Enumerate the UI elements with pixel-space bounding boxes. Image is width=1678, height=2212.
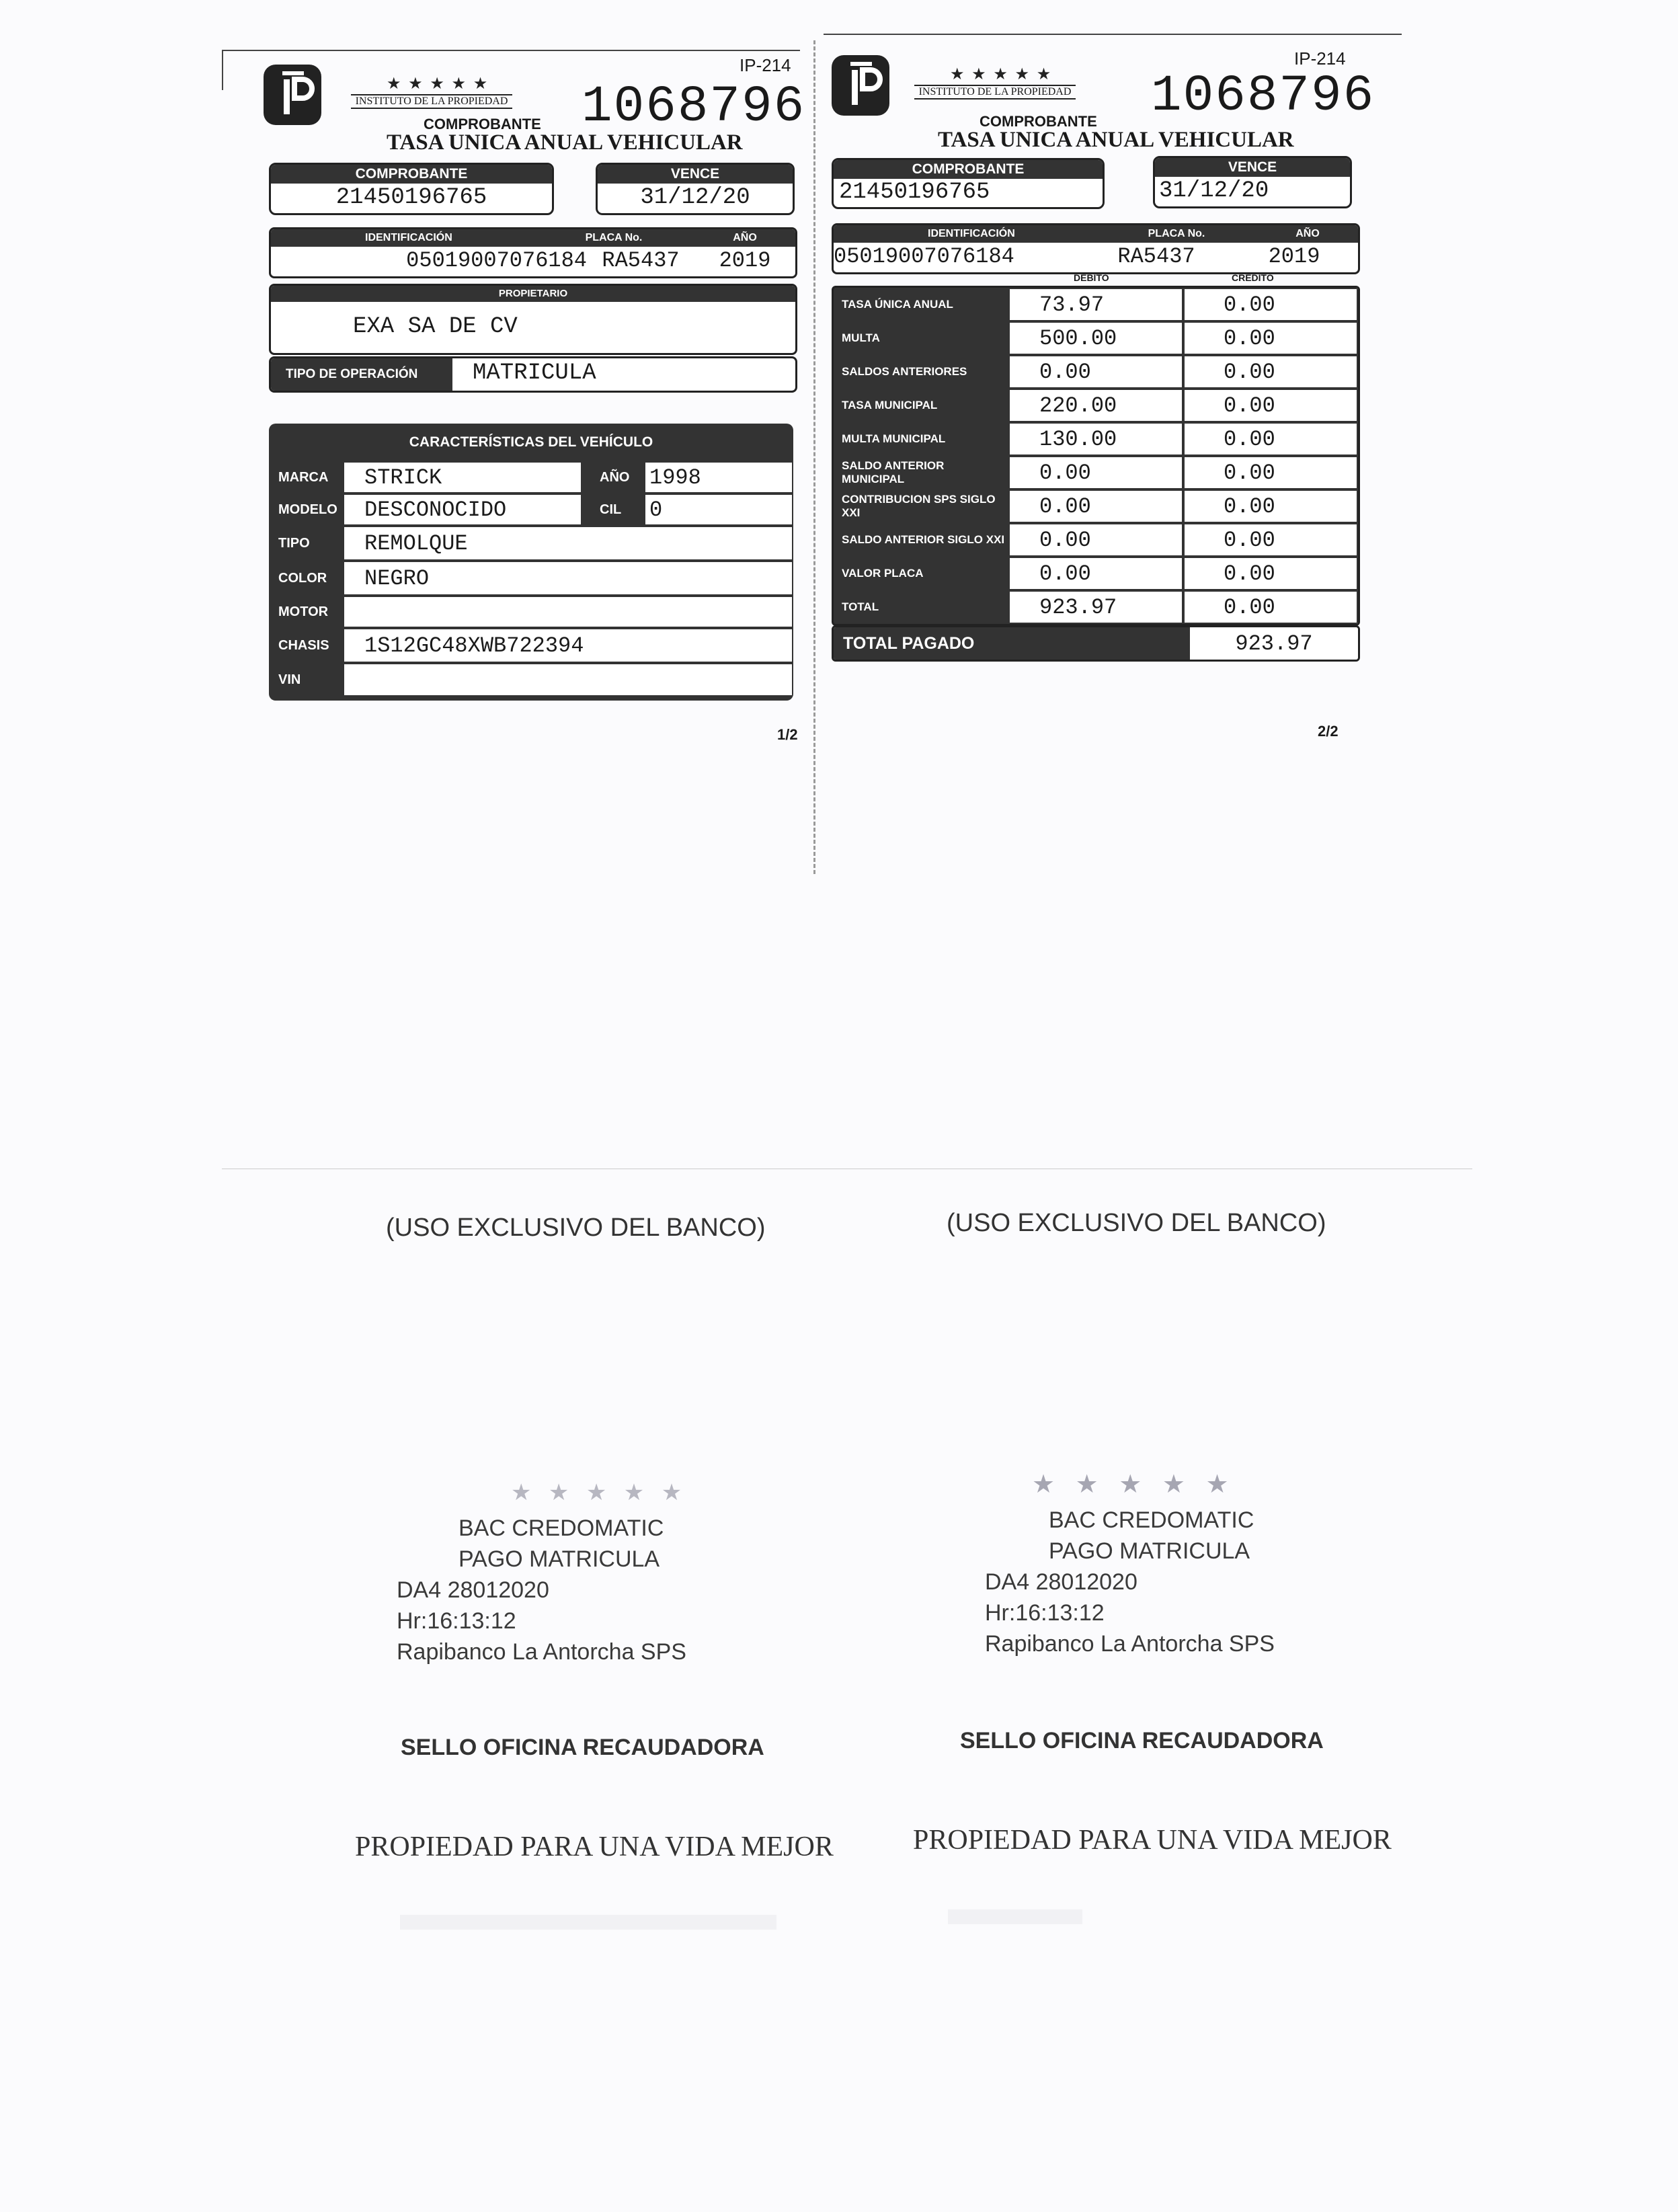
slogan-right: PROPIEDAD PARA UNA VIDA MEJOR [913, 1825, 1392, 1856]
page-indicator-right: 2/2 [1318, 723, 1339, 740]
id-row-right [832, 223, 1360, 274]
vence-label-right: VENCE [1155, 158, 1350, 177]
stamp-line2-right: PAGO MATRICULA [1049, 1538, 1250, 1564]
receipt-number-right: 1068796 [1151, 67, 1375, 125]
charge-debito: 0.00 [1008, 489, 1183, 523]
operacion-value: MATRICULA [473, 360, 596, 386]
charge-row [834, 523, 1358, 557]
charge-debito: 923.97 [1008, 590, 1183, 624]
receipt-divider [813, 40, 815, 874]
charge-debito: 130.00 [1008, 422, 1183, 456]
stamp-stars-left: ★ ★ ★ ★ ★ [511, 1480, 688, 1505]
header-comprobante-right: COMPROBANTE [980, 113, 1097, 130]
charge-row [834, 557, 1358, 590]
marca-label: MARCA [278, 469, 329, 485]
total-pagado-label: TOTAL PAGADO [834, 627, 1190, 660]
stamp-line1-right: BAC CREDOMATIC [1049, 1507, 1254, 1533]
stamp-line1: BAC CREDOMATIC [458, 1515, 664, 1541]
vin-label: VIN [278, 672, 301, 687]
stamp-line2: PAGO MATRICULA [458, 1546, 660, 1572]
charge-credito: 0.00 [1183, 489, 1358, 523]
identificacion-label-right: IDENTIFICACIÓN [928, 228, 1015, 239]
propietario-box [269, 284, 797, 355]
comprobante-value: 21450196765 [335, 185, 487, 210]
stamp-line5: Rapibanco La Antorcha SPS [397, 1639, 686, 1665]
placa-value-right: RA5437 [1117, 244, 1195, 269]
charge-row [834, 422, 1358, 456]
modelo-value: DESCONOCIDO [343, 493, 582, 526]
ghost-footer-right [948, 1909, 1082, 1924]
identificacion-label: IDENTIFICACIÓN [365, 232, 452, 243]
propietario-label: PROPIETARIO [271, 286, 795, 302]
cil-value: 0 [644, 493, 793, 526]
vence-value-right: 31/12/20 [1159, 178, 1269, 204]
receipt-number: 1068796 [582, 78, 806, 136]
motor-label: MOTOR [278, 604, 329, 619]
vehicle-anio-value: 1998 [644, 461, 793, 493]
institution-name-right: INSTITUTO DE LA PROPIEDAD [914, 85, 1076, 100]
charge-row [834, 321, 1358, 355]
bank-use-left: (USO EXCLUSIVO DEL BANCO) [386, 1214, 766, 1242]
charge-debito: 73.97 [1008, 288, 1183, 321]
receipt-left [222, 40, 806, 753]
total-pagado-row [832, 625, 1360, 662]
operacion-box [269, 356, 797, 393]
stamp-line5-right: Rapibanco La Antorcha SPS [985, 1631, 1275, 1657]
slogan-left: PROPIEDAD PARA UNA VIDA MEJOR [355, 1831, 834, 1862]
vence-value: 31/12/20 [640, 185, 750, 210]
propietario-value: EXA SA DE CV [353, 314, 518, 340]
vehicle-table [269, 424, 793, 701]
sello-right: SELLO OFICINA RECAUDADORA [960, 1728, 1324, 1753]
charge-row [834, 489, 1358, 523]
motor-value [343, 596, 793, 628]
modelo-label: MODELO [278, 502, 337, 517]
charges-table [832, 286, 1360, 626]
anio-value-right: 2019 [1268, 244, 1320, 269]
header-comprobante: COMPROBANTE [424, 116, 541, 132]
institution-logo-right [832, 55, 889, 116]
charge-credito: 0.00 [1183, 590, 1358, 624]
ghost-footer-left [400, 1915, 776, 1930]
comprobante-value-right: 21450196765 [839, 180, 990, 205]
identificacion-value: 05019007076184 [406, 248, 587, 273]
charge-credito: 0.00 [1183, 321, 1358, 355]
charge-credito: 0.00 [1183, 389, 1358, 422]
operacion-label: TIPO DE OPERACIÓN [271, 358, 452, 391]
charge-credito: 0.00 [1183, 422, 1358, 456]
charge-label: SALDOS ANTERIORES [842, 365, 967, 378]
charge-row [834, 288, 1358, 321]
vence-label: VENCE [598, 165, 793, 184]
stamp-line3-right: DA4 28012020 [985, 1569, 1137, 1595]
top-rule-right [824, 34, 1402, 35]
identificacion-value-right: 05019007076184 [834, 244, 1014, 269]
header-title-right: TASA UNICA ANUAL VEHICULAR [938, 128, 1294, 152]
color-label: COLOR [278, 570, 327, 586]
charge-credito: 0.00 [1183, 456, 1358, 489]
anio-label: AÑO [733, 232, 757, 243]
stamp-line4: Hr:16:13:12 [397, 1608, 516, 1634]
institution-name: INSTITUTO DE LA PROPIEDAD [351, 94, 512, 109]
charge-debito: 0.00 [1008, 456, 1183, 489]
anio-label-right: AÑO [1295, 228, 1320, 239]
placa-label: PLACA No. [585, 232, 643, 243]
vence-box [596, 163, 795, 215]
vehicle-anio-label: AÑO [600, 469, 630, 485]
chasis-label: CHASIS [278, 637, 329, 653]
charge-label: MULTA [842, 331, 880, 344]
sello-left: SELLO OFICINA RECAUDADORA [401, 1735, 764, 1760]
chasis-value: 1S12GC48XWB722394 [343, 628, 793, 663]
tipo-label: TIPO [278, 535, 310, 551]
bank-stamp-left [397, 1513, 746, 1667]
comprobante-label-right: COMPROBANTE [834, 160, 1103, 179]
charge-debito: 220.00 [1008, 389, 1183, 422]
charge-label: SALDO ANTERIOR MUNICIPAL [842, 459, 945, 485]
charge-credito: 0.00 [1183, 523, 1358, 557]
charge-label: MULTA MUNICIPAL [842, 432, 946, 445]
receipt-right [824, 34, 1375, 746]
comprobante-label: COMPROBANTE [271, 165, 552, 184]
placa-value: RA5437 [602, 248, 680, 273]
stamp-stars-right: ★ ★ ★ ★ ★ [1032, 1470, 1236, 1499]
charge-label: VALOR PLACA [842, 567, 924, 580]
charge-label: SALDO ANTERIOR SIGLO XXI [842, 533, 1005, 546]
institution-stars: ★ ★ ★ ★ ★ [387, 75, 489, 93]
bank-use-right: (USO EXCLUSIVO DEL BANCO) [947, 1209, 1326, 1237]
anio-value: 2019 [719, 248, 771, 273]
comprobante-box [269, 163, 554, 215]
charge-row [834, 355, 1358, 389]
charge-label: TASA MUNICIPAL [842, 399, 938, 411]
institution-logo [264, 65, 321, 125]
header-title: TASA UNICA ANUAL VEHICULAR [387, 130, 743, 155]
charge-credito: 0.00 [1183, 288, 1358, 321]
charge-label: TOTAL [842, 600, 879, 613]
charge-label: TASA ÚNICA ANUAL [842, 298, 953, 311]
charges-debito-header: DÉBITO [1074, 272, 1109, 283]
charge-debito: 0.00 [1008, 355, 1183, 389]
charge-row [834, 590, 1358, 624]
total-pagado-value: 923.97 [1190, 627, 1358, 660]
top-rule [222, 50, 800, 51]
color-value: NEGRO [343, 561, 793, 596]
charge-debito: 0.00 [1008, 523, 1183, 557]
id-row [269, 227, 797, 278]
cil-label: CIL [600, 502, 622, 517]
stamp-line4-right: Hr:16:13:12 [985, 1600, 1105, 1626]
left-rule [222, 50, 223, 90]
form-code-right: IP-214 [1294, 48, 1346, 69]
charge-credito: 0.00 [1183, 355, 1358, 389]
vence-box-right [1153, 156, 1352, 208]
institution-stars-right: ★ ★ ★ ★ ★ [950, 65, 1053, 83]
charge-credito: 0.00 [1183, 557, 1358, 590]
page-indicator-left: 1/2 [777, 726, 798, 743]
tipo-value: REMOLQUE [343, 526, 793, 561]
charge-label: CONTRIBUCION SPS SIGLO XXI [842, 493, 996, 519]
charge-debito: 500.00 [1008, 321, 1183, 355]
charge-row [834, 389, 1358, 422]
placa-label-right: PLACA No. [1148, 228, 1205, 239]
bank-stamp-right [985, 1505, 1334, 1659]
form-code: IP-214 [740, 55, 791, 75]
comprobante-box-right [832, 158, 1105, 209]
charge-row [834, 456, 1358, 489]
charge-debito: 0.00 [1008, 557, 1183, 590]
vehicle-title: CARACTERÍSTICAS DEL VEHÍCULO [409, 434, 653, 450]
stamp-line3: DA4 28012020 [397, 1577, 549, 1603]
charges-credito-header: CRÉDITO [1232, 272, 1274, 283]
marca-value: STRICK [343, 461, 582, 493]
vin-value [343, 663, 793, 697]
